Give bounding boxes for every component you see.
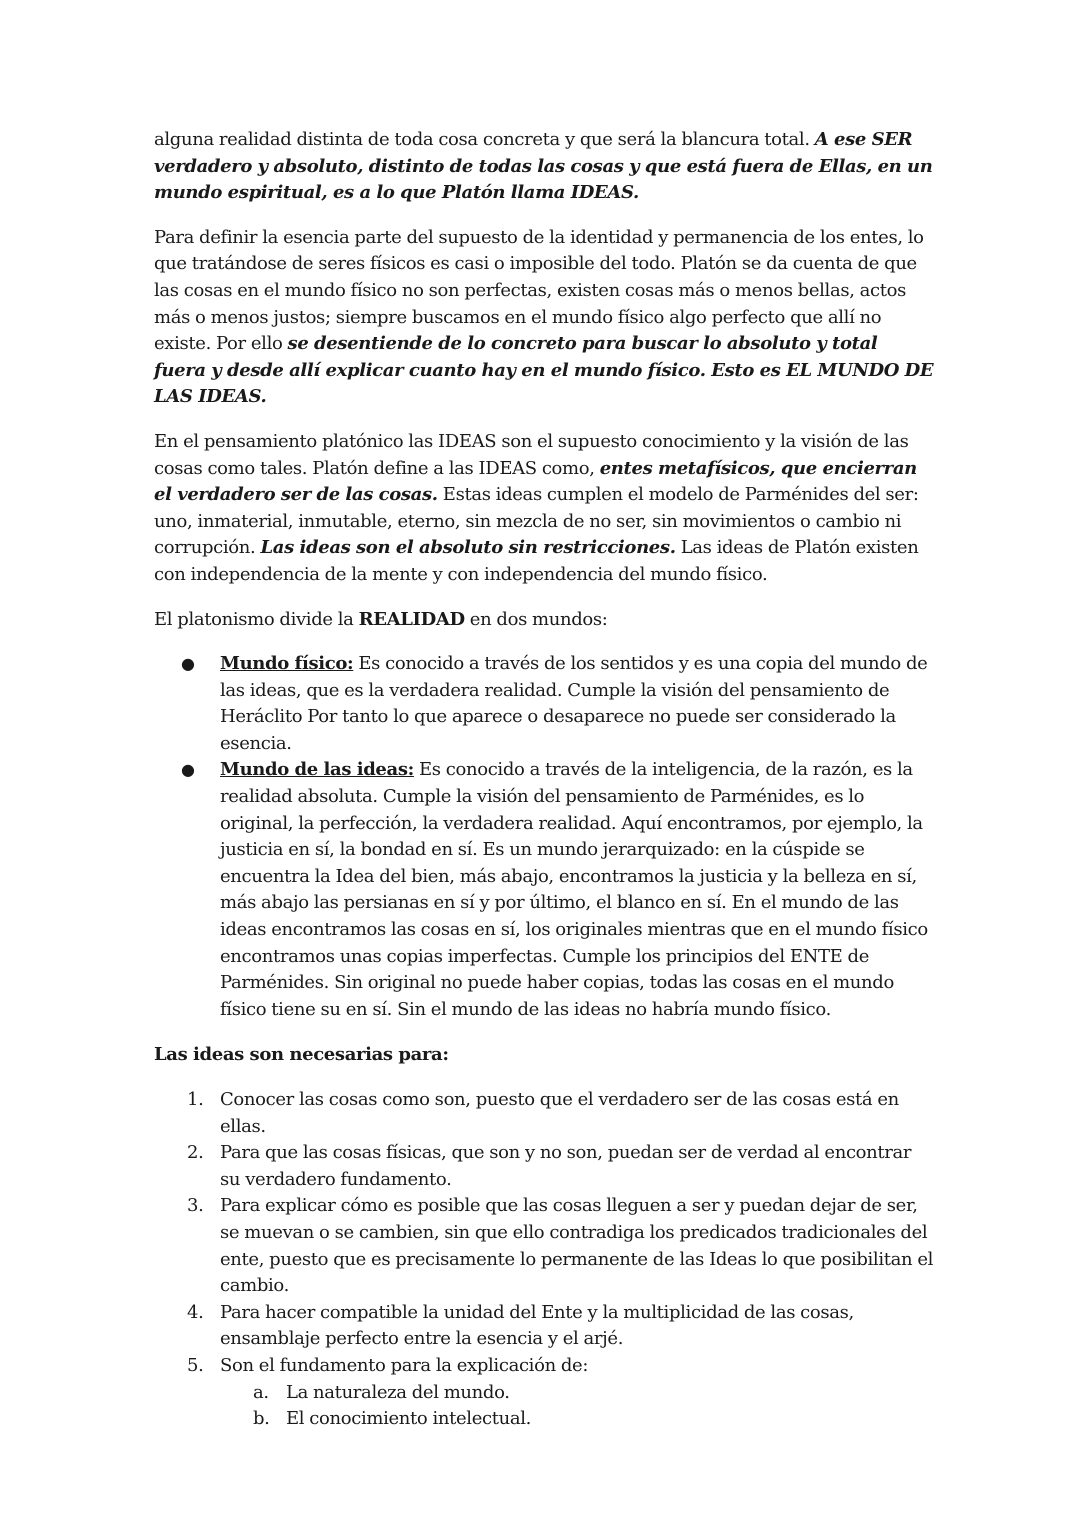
sub-list-item [253, 1380, 934, 1407]
list-item [187, 1193, 934, 1299]
list-item-text: Para hacer compatible la unidad del Ente y la multiplicidad de las cosas, ensamblaje perfecto entre la esencia y el arjé. [220, 1301, 854, 1350]
list-item-text: Para explicar cómo es posible que las cosas lleguen a ser y puedan dejar de ser, se muevan o se cambien, sin que ello contradiga los predicados tradicionales del ente, puesto que es precisamente lo permanente de las Ideas lo que posibilitan el cambio. [220, 1195, 934, 1297]
list-item-text: La naturaleza del mundo. [286, 1381, 510, 1403]
bullet-icon: ● [181, 760, 195, 780]
paragraph-text: Las ideas de Platón existen con independencia de la mente y con independencia del mundo físico. [154, 537, 919, 585]
list-item-title: Mundo de las ideas: [220, 759, 414, 781]
bullet-icon: ● [181, 654, 195, 674]
list-item-text: Es conocido a través de la inteligencia, de la razón, es la realidad absoluta. Cumple la visión del pensamiento de Parménides, es lo original, la perfección, la verdadera realidad. Aquí encontramos, por ejemplo, la justicia en sí, la bondad en sí. Es un mundo jerarquizado: en la cúspide se encuentra la Idea del bien, más abajo, encontramos la justicia y la belleza en sí, más abajo las persianas en sí y por último, el blanco en sí. En el mundo de las ideas encontramos las cosas en sí, los originales mientras que en el mundo físico encontramos unas copias imperfectas. Cumple los principios del ENTE de Parménides. Sin original no puede haber copias, todas las cosas en el mundo físico tiene su en sí. Sin el mundo de las ideas no habría mundo físico. [220, 759, 928, 1020]
list-item-title: Mundo físico: [220, 653, 354, 675]
list-item-text: Son el fundamento para la explicación de: [220, 1354, 589, 1376]
paragraph-text: En el pensamiento platónico las IDEAS son el supuesto conocimiento y la visión de las cosas como tales. Platón define a las IDEAS como, [154, 430, 909, 479]
paragraph-two-worlds [154, 607, 934, 634]
list-letter: b. [253, 1408, 270, 1430]
list-number: 2. [187, 1142, 204, 1164]
list-item [187, 1087, 934, 1140]
list-letter: a. [253, 1381, 269, 1403]
paragraph-essence [154, 225, 934, 411]
list-item-text: El conocimiento intelectual. [286, 1408, 532, 1430]
ideas-numbered-list [154, 1087, 934, 1433]
list-item-text: Para que las cosas físicas, que son y no son, puedan ser de verdad al encontrar su verdadero fundamento. [220, 1142, 912, 1190]
list-item [187, 1353, 934, 1433]
section-heading: Las ideas son necesarias para: [154, 1044, 449, 1066]
paragraph-text: Estas ideas cumplen el modelo de Parménides del ser: uno, inmaterial, inmutable, eterno, sin mezcla de no ser, sin movimientos o cambio ni corrupción. [154, 484, 919, 559]
list-number: 3. [187, 1195, 204, 1217]
bold-text: REALIDAD [358, 608, 465, 630]
emphasis-text: entes metafísicos, que encierran el verdadero ser de las cosas. [154, 457, 917, 506]
list-number: 1. [187, 1089, 204, 1110]
paragraph-text: El platonismo divide la [154, 608, 359, 630]
list-item-text: Es conocido a través de los sentidos y es una copia del mundo de las ideas, que es la verdadera realidad. Cumple la visión del pensamiento de Heráclito Por tanto lo que aparece o desaparece no puede ser considerado la esencia. [220, 653, 928, 754]
worlds-bullet-list [154, 651, 934, 1023]
list-item [181, 651, 934, 757]
list-item [187, 1140, 934, 1193]
list-item [181, 757, 934, 1023]
paragraph-platonic-thought [154, 429, 934, 589]
paragraph-text: Para definir la esencia parte del supuesto de la identidad y permanencia de los entes, lo que tratándose de seres físicos es casi o imposible del todo. Platón se da cuenta de que las cosas en el mundo físico no son perfectas, existen cosas más o menos bellas, actos más o menos justos; siempre buscamos en el mundo físico algo perfecto que allí no existe. Por ello [154, 226, 924, 355]
paragraph-ideas-intro [154, 127, 934, 207]
paragraph-text: en dos mundos: [464, 608, 608, 630]
list-number: 4. [187, 1301, 204, 1323]
sub-list [220, 1380, 934, 1433]
paragraph-text: alguna realidad distinta de toda cosa concreta y que será la blancura total. [154, 129, 815, 150]
list-item [187, 1300, 934, 1353]
emphasis-text: A ese SER verdadero y absoluto, distinto de todas las cosas y que está fuera de Ellas, en un mundo espiritual, es a lo que Platón llama IDEAS. [154, 129, 933, 204]
list-item-text: Conocer las cosas como son, puesto que el verdadero ser de las cosas está en ellas. [220, 1089, 899, 1137]
document-page [154, 127, 934, 1433]
list-number: 5. [187, 1354, 204, 1376]
sub-list-item [253, 1406, 934, 1433]
emphasis-text: Las ideas son el absoluto sin restricciones. [260, 537, 676, 559]
emphasis-text: se desentiende de lo concreto para buscar lo absoluto y total fuera y desde allí explicar cuanto hay en el mundo físico. Esto es EL MUNDO DE LAS IDEAS. [154, 333, 934, 408]
